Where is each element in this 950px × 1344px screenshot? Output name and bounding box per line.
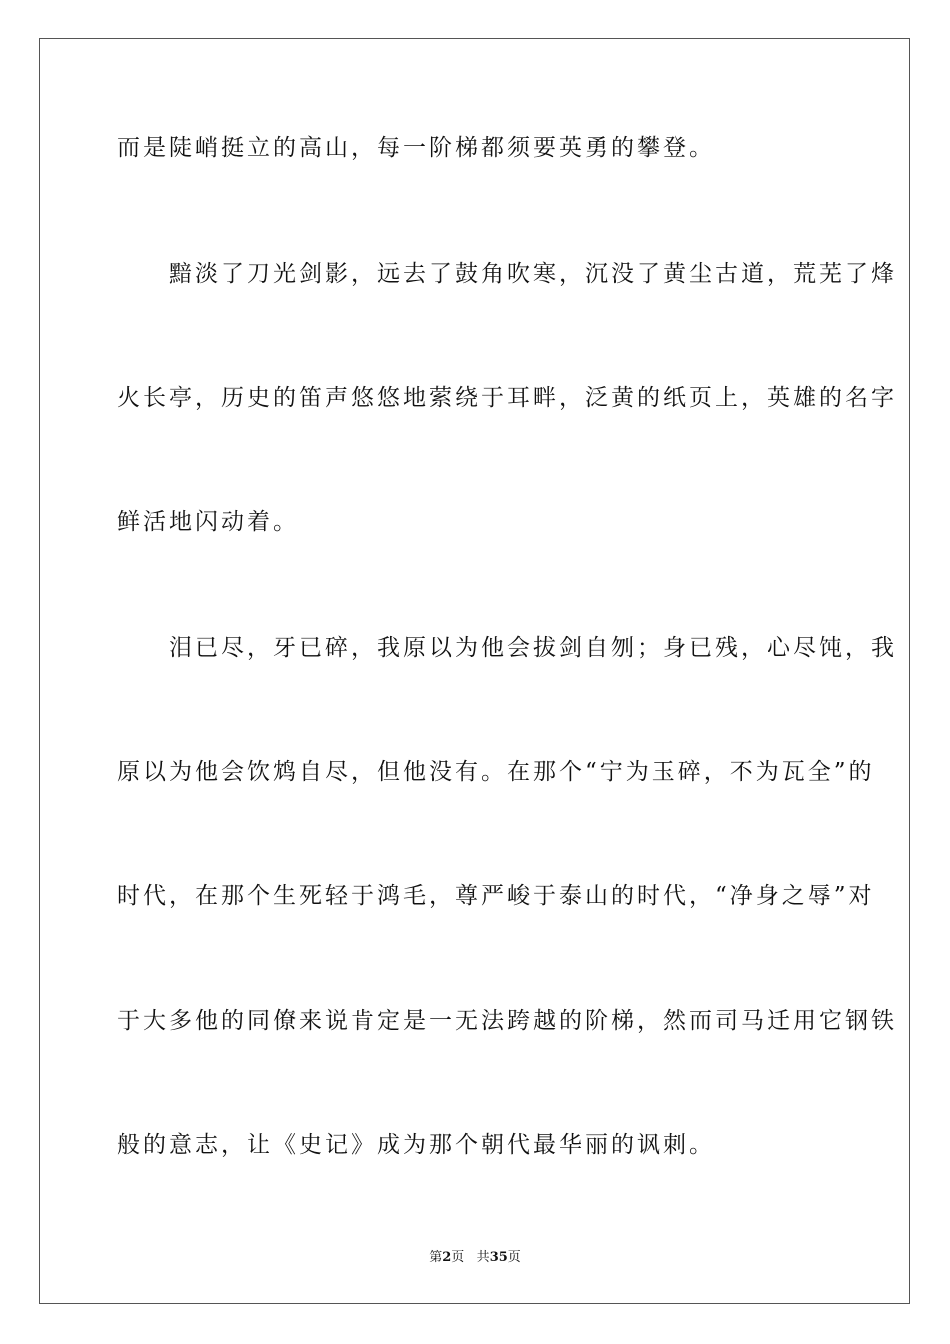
current-page-number: 2	[442, 1250, 452, 1265]
total-label-suffix: 页	[507, 1250, 521, 1265]
page-label-prefix: 第	[429, 1250, 443, 1265]
page-border	[39, 38, 910, 1304]
total-page-count: 35	[489, 1250, 508, 1265]
page-footer	[0, 1250, 950, 1266]
text-line-1: 而是陡峭挺立的高山，每一阶梯都须要英勇的攀登。	[117, 135, 715, 161]
text-line-2: 黯淡了刀光剑影，远去了鼓角吹寒，沉没了黄尘古道，荒芜了烽	[117, 261, 897, 287]
text-line-8: 于大多他的同僚来说肯定是一无法跨越的阶梯，然而司马迁用它钢铁	[117, 1008, 897, 1034]
text-line-4: 鲜活地闪动着。	[117, 509, 299, 535]
text-line-9: 般的意志，让《史记》成为那个朝代最华丽的讽刺。	[117, 1132, 715, 1158]
text-line-5: 泪已尽，牙已碎，我原以为他会拔剑自刎；身已残，心尽饨，我	[117, 635, 897, 661]
text-line-6: 原以为他会饮鸩自尽，但他没有。在那个“宁为玉碎，不为瓦全”的	[117, 759, 875, 785]
text-line-7: 时代，在那个生死轻于鸿毛，尊严峻于泰山的时代，“净身之辱”对	[117, 883, 875, 909]
text-line-3: 火长亭，历史的笛声悠悠地萦绕于耳畔，泛黄的纸页上，英雄的名字	[117, 385, 897, 411]
page-label-suffix: 页	[451, 1250, 465, 1265]
total-label-prefix: 共	[476, 1250, 490, 1265]
